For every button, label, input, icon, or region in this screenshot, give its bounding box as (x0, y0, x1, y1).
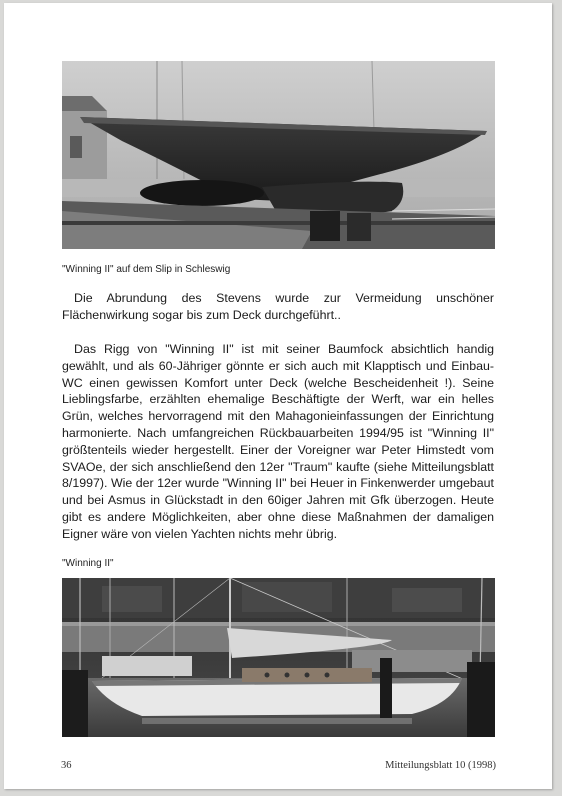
page-number: 36 (61, 760, 72, 771)
body-paragraph: Die Abrundung des Stevens wurde zur Vermeidung unschöner Flächenwirkung sogar bis zum Deck durchgeführt.. (62, 291, 494, 322)
sailboat-hull-on-slipway-photo (62, 61, 495, 249)
photo-caption: "Winning II" auf dem Slip in Schleswig (62, 264, 231, 275)
sailboat-moored-in-harbour-photo (62, 578, 495, 737)
photo-caption: "Winning II" (62, 558, 114, 569)
journal-issue: Mitteilungsblatt 10 (1998) (385, 760, 496, 771)
document-page (4, 3, 552, 789)
body-paragraph: Das Rigg von "Winning II" ist mit seiner Baumfock absichtlich handig gewählt, und als 60-Jähriger gönnte er sich auch mit Klapptisch und Einbau-WC einen gewissen Komfort unter Deck (welche Bescheidenheit !). Seine Lieblingsfarbe, erzählten ehemalige Beschäftigte der Werft, war ein helles Grün, welches hervorragend mit den Mahagonieinfassungen der Einrichtung harmonierte. Nach umfangreichen Rückbauarbeiten 1994/95 ist "Winning II" größtenteils wieder hergestellt. Einer der Voreigner war Peter Himstedt vom SVAOe, der sich anschließend den 12er "Traum" kaufte (siehe Mitteilungsblatt 8/1997). Wie der 12er wurde "Winning II" bei Heuer in Finkenwerder umgebaut und bei Asmus in Glückstadt in den 60iger Jahren mit Gfk überzogen. Heute gibt es andere Möglichkeiten, aber ohne diese Maßnahmen der damaligen Eigner wäre von vielen Yachten nichts mehr übrig. (62, 342, 494, 541)
